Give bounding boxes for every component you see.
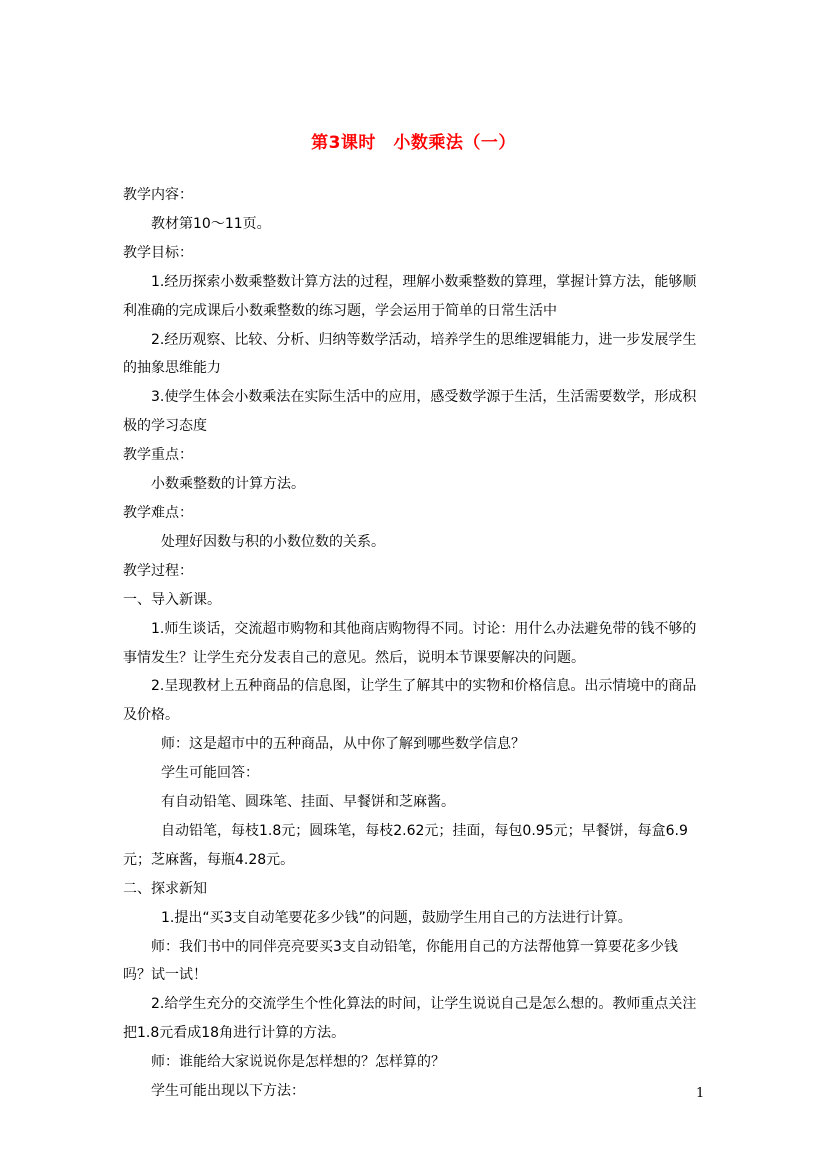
paragraph: 2.呈现教材上五种商品的信息图，让学生了解其中的实物和价格信息。出示情境中的商品及价格。 <box>123 678 697 724</box>
paragraph: 2.经历观察、比较、分析、归纳等数学活动，培养学生的思维逻辑能力，进一步发展学生的抽象思维能力 <box>123 331 697 377</box>
paragraph: 教学目标： <box>123 244 193 261</box>
paragraph: 教学难点： <box>123 504 193 521</box>
document-body <box>123 181 705 1106</box>
page-number: 1 <box>696 1086 705 1101</box>
paragraph: 学生可能出现以下方法： <box>151 1083 305 1100</box>
paragraph: 师：我们书中的同伴亮亮要买3支自动铅笔，你能用自己的方法帮他算一算要花多少钱吗？试一试！ <box>123 938 678 984</box>
paragraph: 一、导入新课。 <box>123 591 221 608</box>
paragraph: 3.使学生体会小数乘法在实际生活中的应用，感受数学源于生活，生活需要数学，形成积极的学习态度 <box>123 389 697 435</box>
page-title: 第3课时 小数乘法（一） <box>311 133 516 153</box>
paragraph: 师：这是超市中的五种商品，从中你了解到哪些数学信息？ <box>161 736 525 753</box>
paragraph: 师：谁能给大家说说你是怎样想的？怎样算的？ <box>151 1054 445 1071</box>
paragraph: 教材第10～11页。 <box>151 215 271 232</box>
paragraph: 处理好因数与积的小数位数的关系。 <box>161 533 385 550</box>
paragraph: 有自动铅笔、圆珠笔、挂面、早餐饼和芝麻酱。 <box>161 794 455 811</box>
paragraph: 小数乘整数的计算方法。 <box>151 476 305 493</box>
paragraph: 二、探求新知 <box>123 880 207 897</box>
paragraph: 自动铅笔，每枝1.8元；圆珠笔，每枝2.62元；挂面，每包0.95元；早餐饼，每盒6.9元；芝麻酱，每瓶4.28元。 <box>123 822 688 868</box>
paragraph: 1.提出“买3支自动笔要花多少钱”的问题，鼓励学生用自己的方法进行计算。 <box>161 909 632 926</box>
paragraph: 教学重点： <box>123 447 193 464</box>
paragraph: 1.经历探索小数乘整数计算方法的过程，理解小数乘整数的算理，掌握计算方法，能够顺利准确的完成课后小数乘整数的练习题，学会运用于简单的日常生活中 <box>123 273 697 319</box>
paragraph: 教学内容： <box>123 187 193 203</box>
paragraph: 2.给学生充分的交流学生个性化算法的时间，让学生说说自己是怎么想的。教师重点关注把1.8元看成18角进行计算的方法。 <box>123 996 697 1042</box>
paragraph: 学生可能回答： <box>161 765 259 782</box>
paragraph: 1.师生谈话，交流超市购物和其他商店购物得不同。讨论：用什么办法避免带的钱不够的事情发生？让学生充分发表自己的意见。然后，说明本节课要解决的问题。 <box>123 620 697 666</box>
paragraph: 教学过程： <box>123 562 193 579</box>
